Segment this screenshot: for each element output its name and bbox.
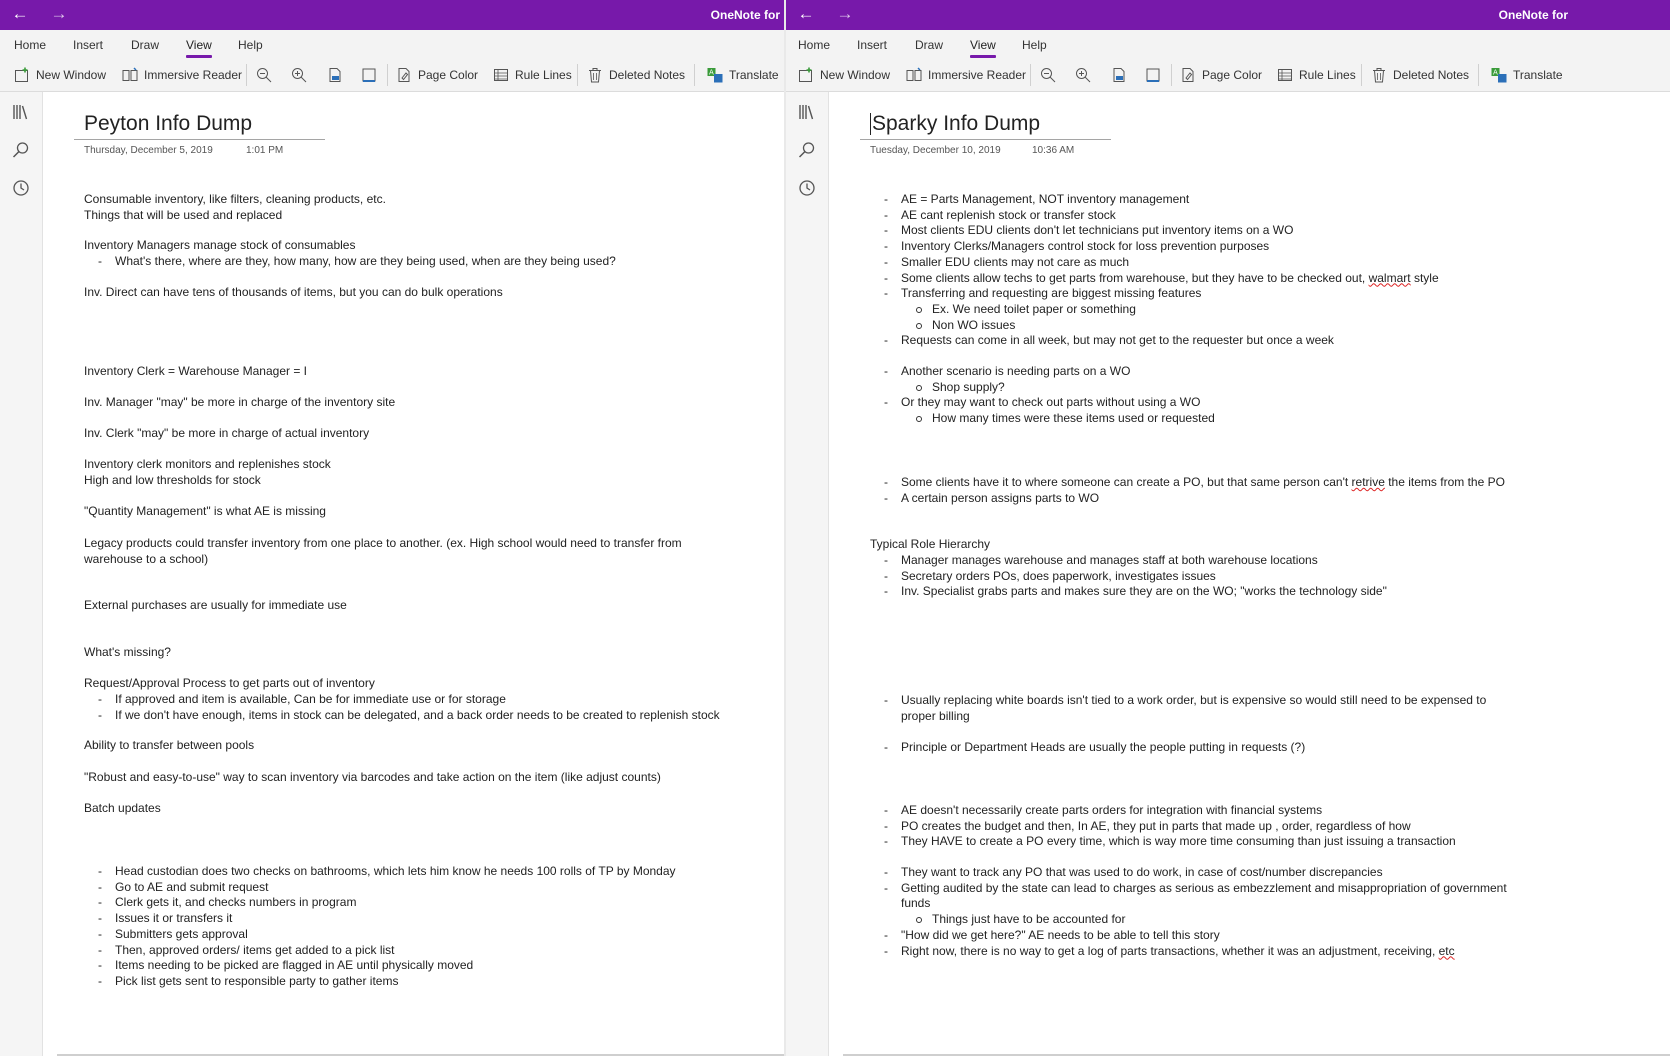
ribbon-divider (387, 64, 388, 86)
ribbon-divider (1171, 64, 1172, 86)
note-bullet-list (870, 693, 1486, 724)
translate-button[interactable] (707, 65, 779, 85)
deleted-notes-button[interactable] (1371, 65, 1469, 85)
menu-bar (0, 30, 784, 58)
page-color-button[interactable] (396, 65, 478, 85)
note-paragraph: External purchases are usually for immediate use (84, 598, 347, 612)
trash-icon (1371, 67, 1387, 83)
new-window-button[interactable] (798, 65, 890, 85)
page-width-button[interactable] (361, 65, 383, 85)
list-item: - Pick list gets sent to responsible party to gather items (84, 974, 676, 990)
list-item: - Submitters gets approval (84, 927, 676, 943)
rule-lines-icon (1277, 67, 1293, 83)
zoom-100-icon (327, 67, 343, 83)
note-bullet-list (84, 692, 720, 723)
zoom-100-icon (1111, 67, 1127, 83)
note-paragraph: "Robust and easy-to-use" way to scan inventory via barcodes and take action on the item (like adjust counts) (84, 770, 661, 784)
page-time: 10:36 AM (1032, 145, 1075, 156)
sub-list-item: Ex. We need toilet paper or something (870, 302, 1439, 318)
list-item: - Inv. Specialist grabs parts and makes sure they are on the WO; "works the technology side" (870, 584, 1387, 600)
menu-home[interactable]: Home (798, 38, 831, 52)
page-title[interactable]: Peyton Info Dump (84, 112, 253, 135)
new-window-icon (798, 67, 814, 83)
onenote-window-right (786, 0, 1670, 1056)
page-color-label: Page Color (1202, 68, 1263, 82)
list-item: - Getting audited by the state can lead to charges as serious as embezzlement and misappropriation of government funds (870, 881, 1507, 912)
rule-lines-icon (493, 67, 509, 83)
sub-list-container (870, 380, 1215, 396)
sub-list-container (870, 912, 1507, 928)
sub-list-item: Shop supply? (870, 380, 1215, 396)
note-sub-list (870, 912, 1507, 928)
ribbon-divider (577, 64, 578, 86)
translate-icon (707, 67, 723, 83)
zoom-100-button[interactable] (1111, 65, 1133, 85)
translate-label: Translate (729, 68, 779, 82)
note-bullet-list (870, 865, 1507, 959)
note-bullet-list (870, 364, 1215, 427)
note-bullet-list (870, 803, 1456, 850)
app-title: OneNote for (710, 8, 780, 22)
menu-insert[interactable]: Insert (857, 38, 888, 52)
trash-icon (587, 67, 603, 83)
list-item: - Then, approved orders/ items get added to a pick list (84, 943, 676, 959)
zoom-in-button[interactable] (291, 65, 313, 85)
misspelled-word[interactable]: retrive (1351, 475, 1385, 489)
menu-draw[interactable]: Draw (915, 38, 944, 52)
title-bar (0, 0, 784, 30)
immersive-reader-button[interactable] (122, 65, 242, 85)
list-item: - They HAVE to create a PO every time, which is way more time consuming than just issuing a transaction (870, 834, 1456, 850)
note-page[interactable] (43, 92, 784, 1056)
list-item: - If approved and item is available, Can be for immediate use or for storage (84, 692, 720, 708)
forward-arrow-icon[interactable]: → (836, 4, 854, 23)
list-item: - If we don't have enough, items in stock can be delegated, and a back order needs to be created to replenish stock (84, 708, 720, 724)
search-icon[interactable] (12, 141, 30, 159)
menu-insert[interactable]: Insert (73, 38, 104, 52)
note-paragraph: What's missing? (84, 645, 171, 659)
list-item: - What's there, where are they, how many, how are they being used, when are they being used? (84, 254, 616, 270)
list-item: - AE doesn't necessarily create parts orders for integration with financial systems (870, 803, 1456, 819)
note-bullet-list (84, 254, 616, 270)
note-paragraph: Ability to transfer between pools (84, 738, 255, 752)
recent-clock-icon[interactable] (12, 179, 30, 197)
translate-button[interactable] (1491, 65, 1563, 85)
note-bullet-list (870, 475, 1505, 506)
page-color-icon (396, 67, 412, 83)
list-item: - AE = Parts Management, NOT inventory management (870, 192, 1439, 208)
ribbon-view (0, 58, 784, 92)
section-heading: Typical Role Hierarchy (870, 537, 991, 551)
note-paragraph: Inv. Direct can have tens of thousands of items, but you can do bulk operations (84, 285, 503, 299)
sub-list-container (870, 411, 1215, 427)
ribbon-divider (1361, 64, 1362, 86)
list-item: - They want to track any PO that was used to do work, in case of cost/number discrepancies (870, 865, 1507, 881)
menu-view[interactable]: View (186, 38, 212, 52)
translate-icon (1491, 67, 1507, 83)
page-width-button[interactable] (1145, 65, 1167, 85)
menu-help[interactable]: Help (1022, 38, 1047, 52)
ribbon-view (786, 58, 1670, 92)
list-item: - Another scenario is needing parts on a WO (870, 364, 1215, 380)
note-paragraph: Legacy products could transfer inventory from one place to another. (ex. High school would need to transfer from warehouse to a school) (84, 536, 682, 566)
menu-bar (786, 30, 1670, 58)
menu-home[interactable]: Home (14, 38, 47, 52)
note-paragraph: Inv. Clerk "may" be more in charge of actual inventory (84, 426, 370, 440)
list-item: - Clerk gets it, and checks numbers in program (84, 895, 676, 911)
page-title[interactable]: Sparky Info Dump (872, 112, 1041, 135)
title-underline (860, 139, 1111, 140)
new-window-label: New Window (820, 68, 891, 82)
list-item: - Most clients EDU clients don't let technicians put inventory items on a WO (870, 223, 1439, 239)
note-bullet-list (84, 864, 676, 990)
back-arrow-icon[interactable]: ← (11, 4, 29, 23)
menu-view[interactable]: View (970, 38, 996, 52)
note-paragraph: Inventory Clerk = Warehouse Manager = I (84, 364, 307, 378)
ribbon-divider (246, 64, 247, 86)
back-arrow-icon[interactable]: ← (797, 4, 815, 23)
immersive-reader-label: Immersive Reader (928, 68, 1027, 82)
list-item: - Inventory Clerks/Managers control stock for loss prevention purposes (870, 239, 1439, 255)
navigation-rail (786, 92, 829, 1056)
forward-arrow-icon[interactable]: → (50, 4, 68, 23)
note-bullet-list (870, 192, 1439, 349)
title-bar (786, 0, 1670, 30)
note-paragraph: Batch updates (84, 801, 161, 815)
page-date: Tuesday, December 10, 2019 (870, 145, 1001, 156)
ribbon-divider (1478, 64, 1479, 86)
list-item: - Go to AE and submit request (84, 880, 676, 896)
note-paragraph: Consumable inventory, like filters, cleaning products, etc. Things that will be used and replaced (84, 192, 386, 222)
page-width-icon (1145, 67, 1161, 83)
translate-label: Translate (1513, 68, 1563, 82)
note-paragraph: Inv. Manager "may" be more in charge of the inventory site (84, 395, 396, 409)
note-bullet-list (870, 740, 1305, 756)
list-item: - Smaller EDU clients may not care as much (870, 255, 1439, 271)
page-width-icon (361, 67, 377, 83)
list-item: - Principle or Department Heads are usually the people putting in requests (?) (870, 740, 1305, 756)
app-title: OneNote for (1498, 8, 1568, 22)
ribbon-divider (694, 64, 695, 86)
svg-text:A: A (709, 68, 714, 77)
list-item: - Or they may want to check out parts without using a WO (870, 395, 1215, 411)
search-icon[interactable] (798, 141, 816, 159)
new-window-label: New Window (36, 68, 107, 82)
immersive-reader-label: Immersive Reader (144, 68, 243, 82)
note-sub-list (870, 411, 1215, 427)
list-item: - Manager manages warehouse and manages staff at both warehouse locations (870, 553, 1387, 569)
rule-lines-label: Rule Lines (515, 68, 572, 82)
zoom-in-button[interactable] (1075, 65, 1097, 85)
list-item: - A certain person assigns parts to WO (870, 491, 1505, 507)
page-color-label: Page Color (418, 68, 479, 82)
list-item: - Some clients allow techs to get parts from warehouse, but they have to be checked out, walmart style (870, 271, 1439, 287)
text-cursor (870, 113, 871, 135)
page-color-icon (1180, 67, 1196, 83)
immersive-reader-button[interactable] (906, 65, 1026, 85)
zoom-in-icon (1075, 67, 1091, 83)
deleted-notes-label: Deleted Notes (609, 68, 686, 82)
note-page[interactable] (829, 92, 1670, 1056)
zoom-out-icon (1040, 67, 1056, 83)
notebooks-icon[interactable] (12, 103, 30, 121)
rule-lines-button[interactable] (493, 65, 572, 85)
sub-list-container (870, 302, 1439, 333)
list-item: - Right now, there is no way to get a log of parts transactions, whether it was an adjustment, receiving, etc (870, 944, 1507, 960)
new-window-button[interactable] (14, 65, 106, 85)
page-time: 1:01 PM (246, 145, 284, 156)
page-color-button[interactable] (1180, 65, 1262, 85)
list-item: - Transferring and requesting are biggest missing features (870, 286, 1439, 302)
note-paragraph: Inventory Managers manage stock of consumables (84, 238, 356, 252)
sub-list-item: How many times were these items used or requested (870, 411, 1215, 427)
zoom-out-button[interactable] (256, 65, 278, 85)
page-date: Thursday, December 5, 2019 (84, 145, 213, 156)
list-item: - Items needing to be picked are flagged in AE until physically moved (84, 958, 676, 974)
list-item: - Head custodian does two checks on bathrooms, which lets him know he needs 100 rolls of TP by Monday (84, 864, 676, 880)
misspelled-word[interactable]: walmart (1368, 270, 1411, 285)
list-item: - PO creates the budget and then, In AE, they put in parts that made up , order, regardless of how (870, 819, 1456, 835)
list-item: - Requests can come in all week, but may not get to the requester but once a week (870, 333, 1439, 349)
list-item: - Some clients have it to where someone can create a PO, but that same person can't retrive the items from the PO (870, 475, 1505, 491)
note-bullet-list (870, 553, 1387, 600)
notebooks-icon[interactable] (798, 103, 816, 121)
zoom-100-button[interactable] (327, 65, 349, 85)
note-sub-list (870, 302, 1439, 333)
deleted-notes-button[interactable] (587, 65, 685, 85)
ribbon-divider (1030, 64, 1031, 86)
list-item: - "How did we get here?" AE needs to be able to tell this story (870, 928, 1507, 944)
note-sub-list (870, 380, 1215, 396)
recent-clock-icon[interactable] (798, 179, 816, 197)
note-paragraph: "Quantity Management" is what AE is missing (84, 504, 326, 518)
immersive-reader-icon (906, 67, 922, 83)
list-item: - Secretary orders POs, does paperwork, investigates issues (870, 569, 1387, 585)
zoom-out-button[interactable] (1040, 65, 1062, 85)
sub-list-item: Things just have to be accounted for (870, 912, 1507, 928)
immersive-reader-icon (122, 67, 138, 83)
new-window-icon (14, 67, 30, 83)
menu-draw[interactable]: Draw (131, 38, 160, 52)
list-item: - Issues it or transfers it (84, 911, 676, 927)
deleted-notes-label: Deleted Notes (1393, 68, 1470, 82)
navigation-rail (0, 92, 43, 1056)
list-item: - Usually replacing white boards isn't tied to a work order, but is expensive so would still need to be expensed to proper billing (870, 693, 1486, 724)
misspelled-word[interactable]: etc (1438, 943, 1455, 958)
rule-lines-label: Rule Lines (1299, 68, 1356, 82)
zoom-in-icon (291, 67, 307, 83)
svg-text:A: A (1493, 68, 1498, 77)
note-paragraph: Inventory clerk monitors and replenishes stock High and low thresholds for stock (84, 457, 331, 487)
onenote-window-left (0, 0, 784, 1056)
zoom-out-icon (256, 67, 272, 83)
rule-lines-button[interactable] (1277, 65, 1356, 85)
note-paragraph: Request/Approval Process to get parts out of inventory (84, 676, 375, 690)
sub-list-item: Non WO issues (870, 318, 1439, 334)
title-underline (74, 139, 325, 140)
menu-help[interactable]: Help (238, 38, 263, 52)
list-item: - AE cant replenish stock or transfer stock (870, 208, 1439, 224)
